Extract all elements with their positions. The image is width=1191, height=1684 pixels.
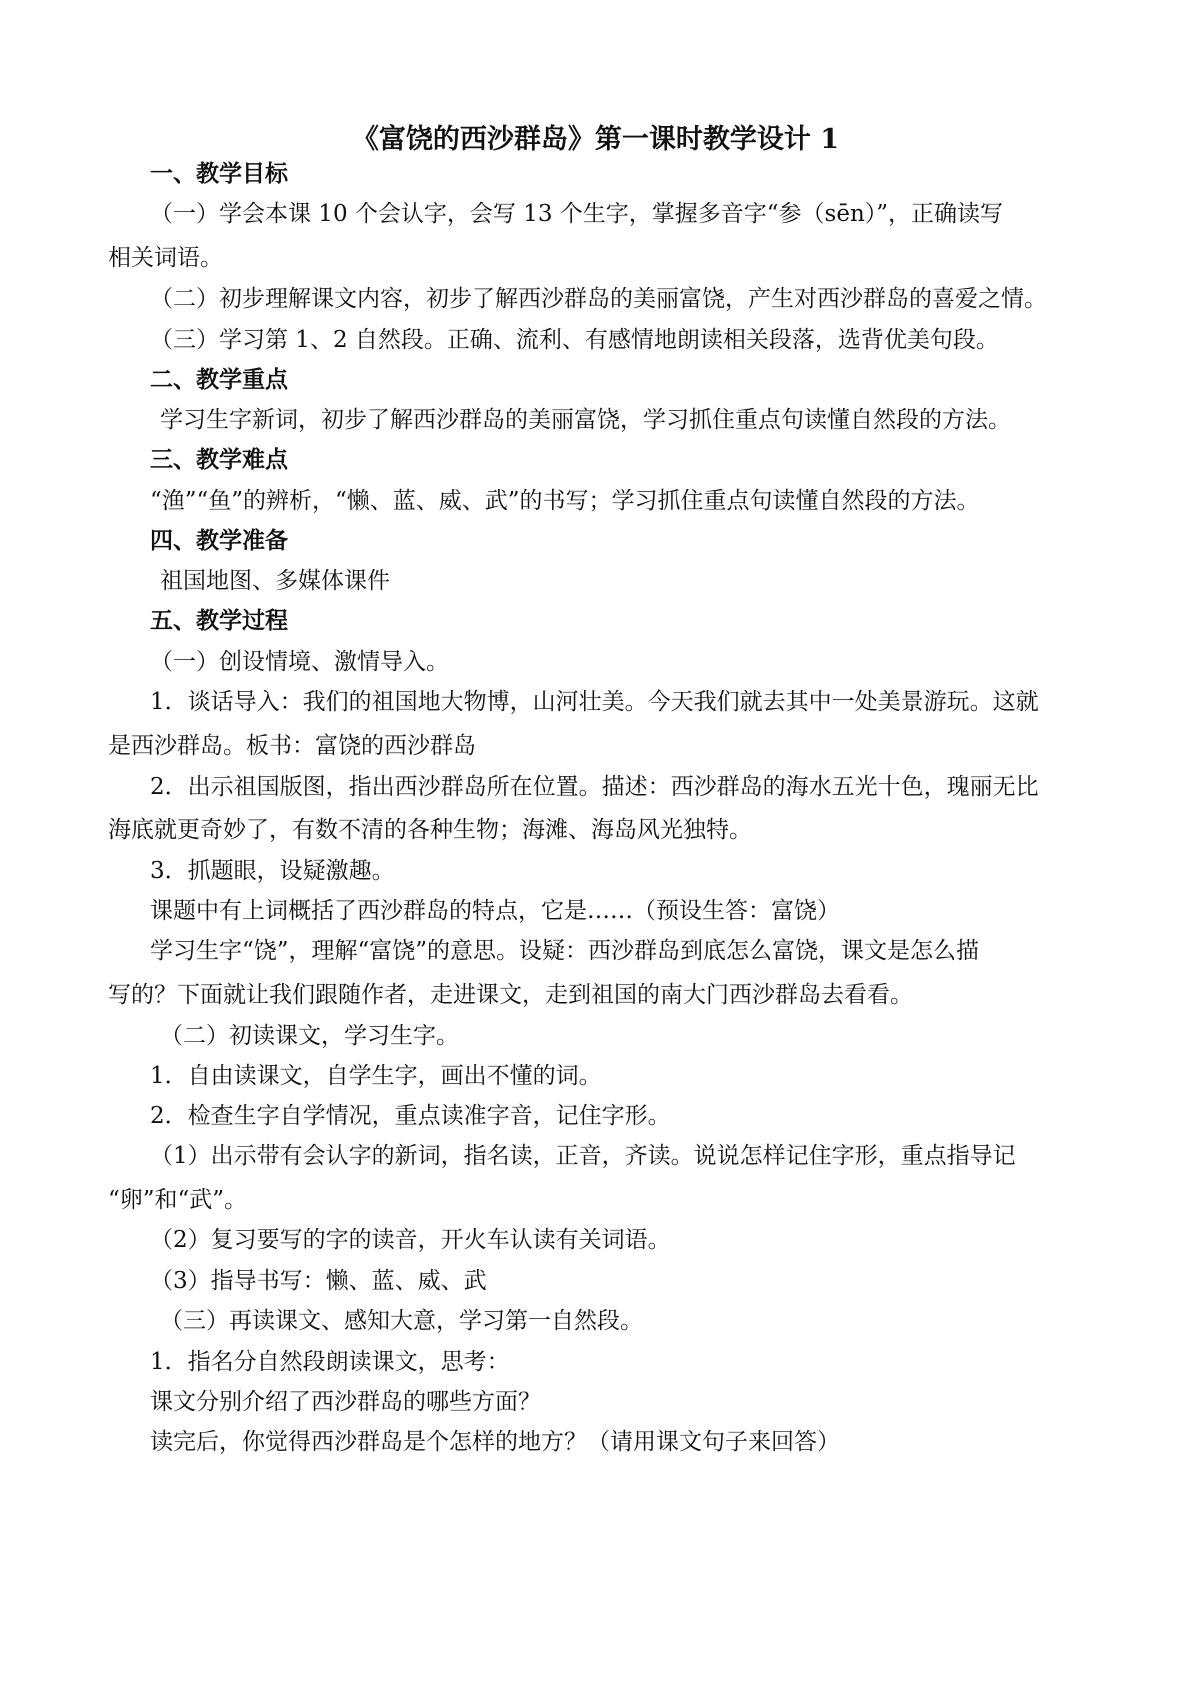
paragraph-line: （一）学会本课 10 个会认字，会写 13 个生字，掌握多音字“参（sēn）”，正确读写: [150, 201, 1004, 227]
paragraph-line: “渔”“鱼”的辨析，“懒、蓝、威、武”的书写；学习抓住重点句读懂自然段的方法。: [150, 488, 980, 514]
paragraph-line: 祖国地图、多媒体课件: [160, 568, 390, 594]
paragraph-line: （二）初步理解课文内容，初步了解西沙群岛的美丽富饶，产生对西沙群岛的喜爱之情。: [150, 286, 1047, 312]
paragraph-line: 学习生字新词，初步了解西沙群岛的美丽富饶，学习抓住重点句读懂自然段的方法。: [160, 407, 1011, 433]
section-heading: 三、教学难点: [150, 446, 288, 473]
section-heading: 五、教学过程: [150, 607, 288, 634]
paragraph-line: 3．抓题眼，设疑激趣。: [150, 858, 395, 884]
section-heading: 四、教学准备: [150, 527, 288, 554]
paragraph-line: （1）出示带有会认字的新词，指名读，正音，齐读。说说怎样记住字形，重点指导记: [150, 1143, 1016, 1169]
paragraph-line: 2．出示祖国版图，指出西沙群岛所在位置。描述：西沙群岛的海水五光十色，瑰丽无比: [150, 774, 1039, 800]
paragraph-line: 1．指名分自然段朗读课文，思考：: [150, 1349, 510, 1375]
paragraph-line: （3）指导书写：懒、蓝、威、武: [150, 1268, 487, 1294]
paragraph-line: （三）再读课文、感知大意，学习第一自然段。: [160, 1308, 643, 1334]
paragraph-line: 1．自由读课文，自学生字，画出不懂的词。: [150, 1063, 602, 1089]
paragraph-line: 写的？下面就让我们跟随作者，走进课文，走到祖国的南大门西沙群岛去看看。: [108, 982, 913, 1008]
paragraph-line: （2）复习要写的字的读音，开火车认读有关词语。: [150, 1227, 671, 1253]
paragraph-line: 学习生字“饶”，理解“富饶”的意思。设疑：西沙群岛到底怎么富饶，课文是怎么描: [150, 938, 980, 964]
paragraph-line: （一）创设情境、激情导入。: [150, 649, 449, 675]
paragraph-line: 课文分别介绍了西沙群岛的哪些方面？: [150, 1389, 541, 1415]
paragraph-line: 相关词语。: [108, 245, 223, 271]
paragraph-line: 课题中有上词概括了西沙群岛的特点，它是……（预设生答：富饶）: [150, 898, 840, 924]
paragraph-line: 读完后，你觉得西沙群岛是个怎样的地方？（请用课文句子来回答）: [150, 1429, 840, 1455]
section-heading: 二、教学重点: [150, 366, 288, 393]
paragraph-line: 1．谈话导入：我们的祖国地大物博，山河壮美。今天我们就去其中一处美景游玩。这就: [150, 689, 1039, 715]
paragraph-line: （二）初读课文，学习生字。: [160, 1023, 459, 1049]
paragraph-line: 是西沙群岛。板书：富饶的西沙群岛: [108, 733, 476, 759]
section-heading: 一、教学目标: [150, 160, 288, 187]
paragraph-line: “卵”和“武”。: [108, 1187, 248, 1213]
paragraph-line: （三）学习第 1、2 自然段。正确、流利、有感情地朗读相关段落，选背优美句段。: [150, 327, 999, 353]
paragraph-line: 海底就更奇妙了，有数不清的各种生物；海滩、海岛风光独特。: [108, 817, 752, 843]
paragraph-line: 2．检查生字自学情况，重点读准字音，记住字形。: [150, 1103, 671, 1129]
document-title: 《富饶的西沙群岛》第一课时教学设计 1: [351, 124, 840, 155]
